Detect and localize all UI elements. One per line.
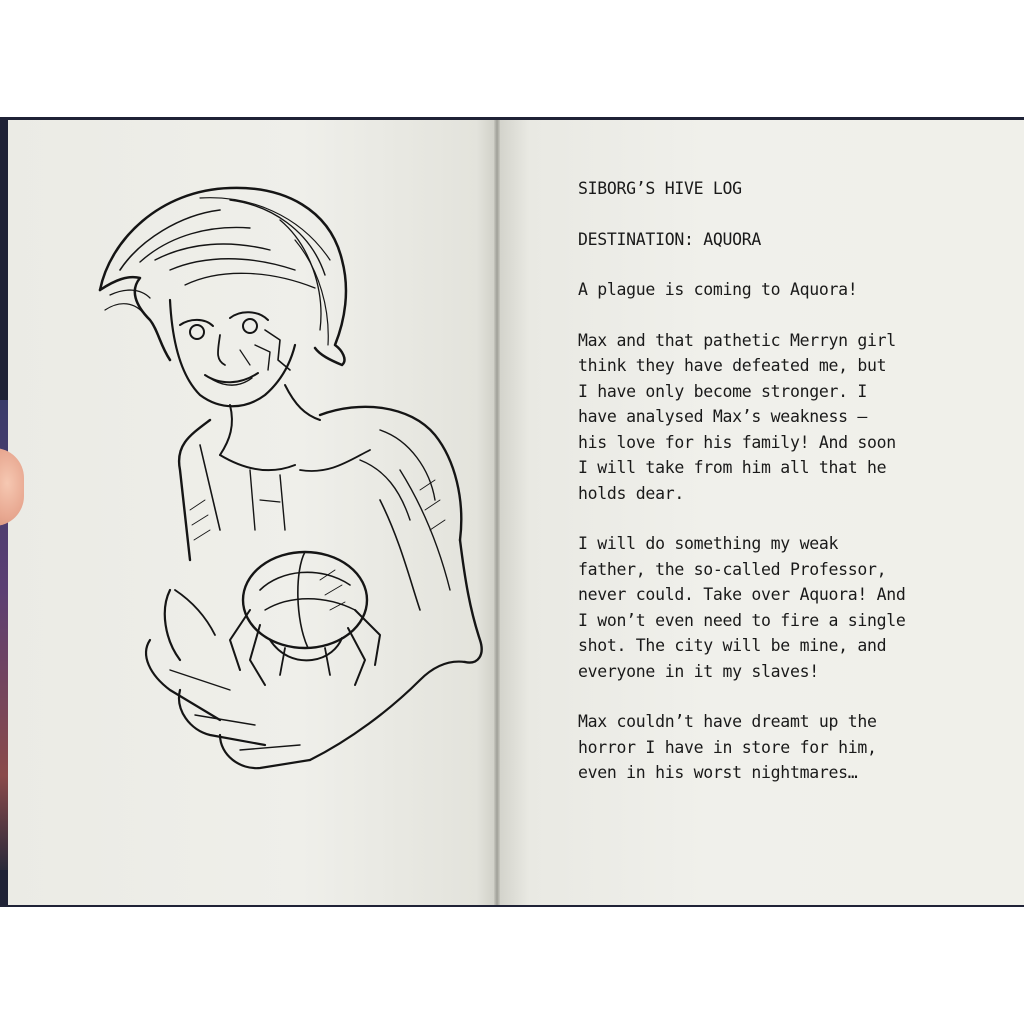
hive-log-text	[578, 176, 998, 811]
boy-holding-robotic-spider-drawing-icon	[80, 170, 500, 790]
log-heading: SIBORG’S HIVE LOG	[578, 179, 742, 198]
paragraph: Max couldn’t have dreamt up the horror I have in store for him, even in his worst nightmares…	[578, 712, 877, 782]
paragraph: I will do something my weak father, the so-called Professor, never could. Take over Aquora! And I won’t even need to fire a single shot. The city will be mine, and everyone in it my slaves!	[578, 534, 906, 681]
log-destination: DESTINATION: AQUORA	[578, 229, 762, 249]
paragraph: Max and that pathetic Merryn girl think they have defeated me, but I have only become stronger. I have analysed Max’s weakness – his love for his family! And soon I will take from him all that he holds dear.	[578, 330, 896, 503]
paragraph: A plague is coming to Aquora!	[578, 280, 858, 299]
